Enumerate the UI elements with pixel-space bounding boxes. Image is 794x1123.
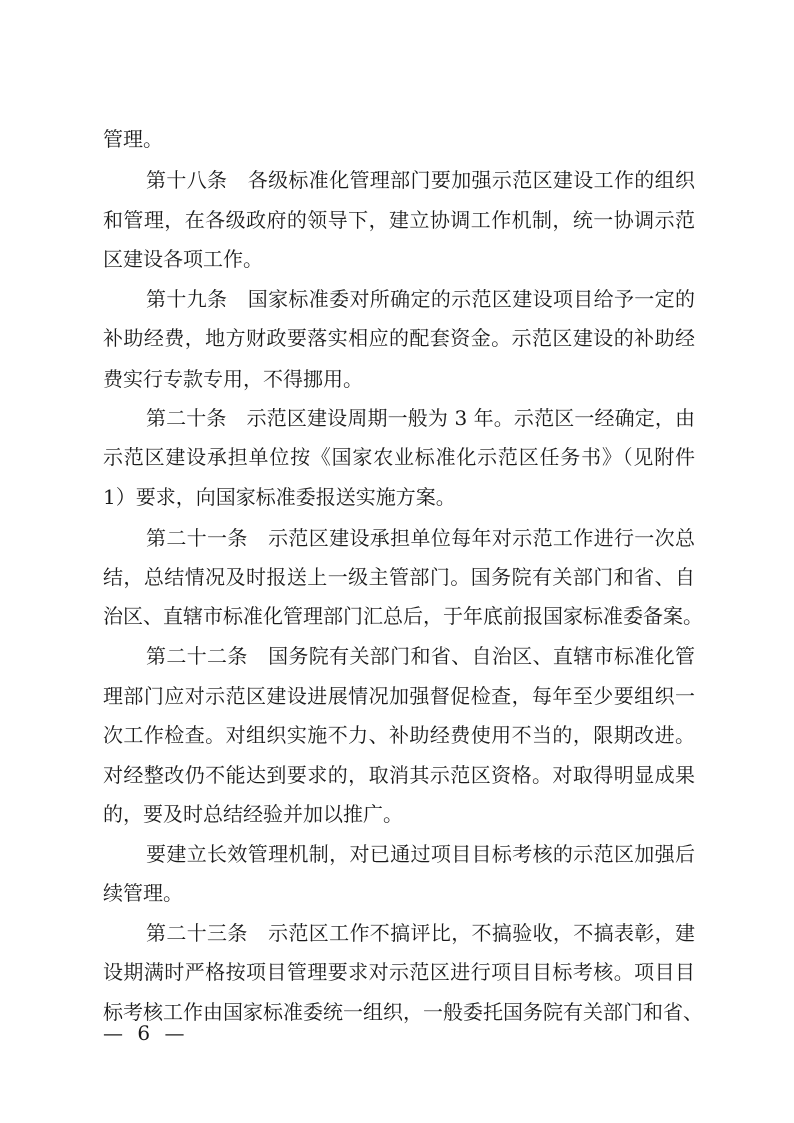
text-line: 设期满时严格按项目管理要求对示范区进行项目目标考核。项目目 bbox=[103, 960, 695, 984]
text-line: 治区、直辖市标准化管理部门汇总后，于年底前报国家标准委备案。 bbox=[103, 604, 703, 628]
paragraph-first-line: 要建立长效管理机制，对已通过项目目标考核的示范区加强后 bbox=[146, 842, 695, 866]
text-line: 管理。 bbox=[103, 127, 163, 151]
paragraph-first-line: 第十九条 国家标准委对所确定的示范区建设项目给予一定的 bbox=[146, 287, 695, 311]
text-line: 标考核工作由国家标准委统一组织，一般委托国务院有关部门和省、 bbox=[103, 1000, 703, 1024]
text-line: 的，要及时总结经验并加以推广。 bbox=[103, 802, 403, 826]
text-line: 1）要求，向国家标准委报送实施方案。 bbox=[103, 485, 456, 509]
paragraph-first-line: 第二十条 示范区建设周期一般为 3 年。示范区一经确定，由 bbox=[146, 406, 695, 430]
text-line: 示范区建设承担单位按《国家农业标准化示范区任务书》（见附件 bbox=[103, 445, 695, 469]
text-line: 理部门应对示范区建设进展情况加强督促检查，每年至少要组织一 bbox=[103, 684, 695, 708]
text-line: 补助经费，地方财政要落实相应的配套资金。示范区建设的补助经 bbox=[103, 326, 695, 350]
text-line: 次工作检查。对组织实施不力、补助经费使用不当的，限期改进。 bbox=[103, 723, 695, 747]
text-line: 续管理。 bbox=[103, 881, 183, 905]
paragraph-first-line: 第二十二条 国务院有关部门和省、自治区、直辖市标准化管 bbox=[146, 644, 695, 668]
text-line: 费实行专款专用，不得挪用。 bbox=[103, 367, 363, 391]
text-line: 区建设各项工作。 bbox=[103, 247, 263, 271]
text-line: 和管理，在各级政府的领导下，建立协调工作机制，统一协调示范 bbox=[103, 208, 695, 232]
text-line: 结，总结情况及时报送上一级主管部门。国务院有关部门和省、自 bbox=[103, 565, 695, 589]
paragraph-first-line: 第二十一条 示范区建设承担单位每年对示范工作进行一次总 bbox=[146, 526, 695, 550]
text-line: 对经整改仍不能达到要求的，取消其示范区资格。对取得明显成果 bbox=[103, 763, 695, 787]
page-number: — 6 — bbox=[103, 1021, 189, 1045]
paragraph-first-line: 第十八条 各级标准化管理部门要加强示范区建设工作的组织 bbox=[146, 168, 695, 192]
paragraph-first-line: 第二十三条 示范区工作不搞评比，不搞验收，不搞表彰，建 bbox=[146, 921, 695, 945]
